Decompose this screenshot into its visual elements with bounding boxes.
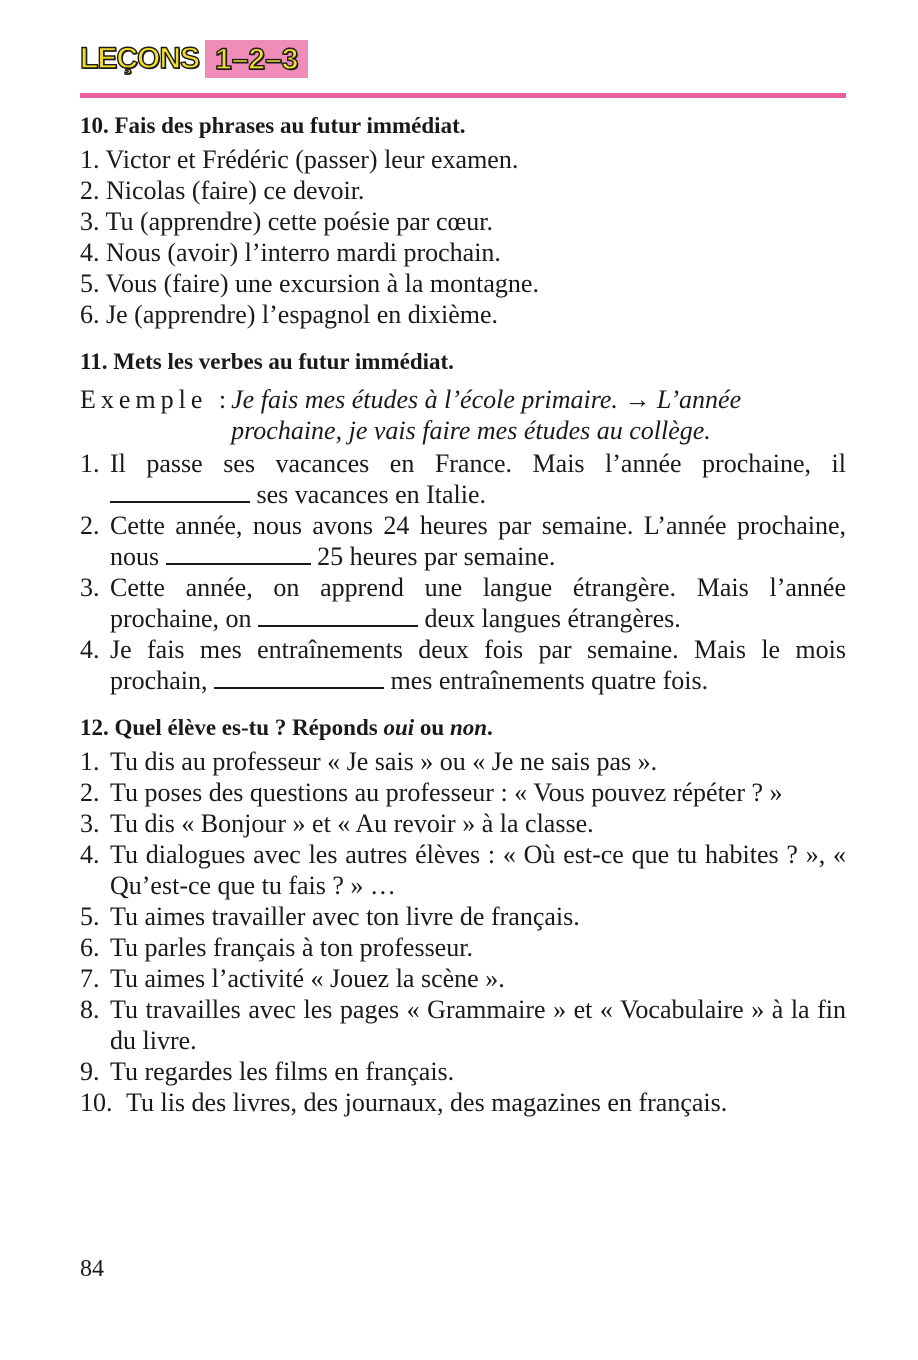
item-text-before: Il passe ses vacances en France. Mais l’année prochaine, il: [110, 449, 846, 478]
lesson-numbers: 1–2–3: [215, 43, 299, 76]
page-content: [80, 110, 846, 1118]
lesson-word: LEÇONS: [80, 42, 200, 75]
title-text: .: [487, 715, 493, 740]
lesson-header: [80, 40, 308, 78]
item-number: 1.: [80, 747, 100, 776]
example-line-2: prochaine, je vais faire mes études au collège.: [231, 416, 711, 445]
item-text-before: Je fais mes entraînements deux fois par semaine. Mais le mois prochain,: [110, 635, 846, 695]
list-item: [80, 963, 846, 994]
item-text: Tu poses des questions au professeur : « Vous pouvez répéter ? »: [110, 778, 783, 807]
item-text-after: ses vacances en Italie.: [256, 480, 487, 509]
exercise-12-title: [80, 712, 846, 744]
item-number: 6.: [80, 933, 100, 962]
exercise-10-title: 10. Fais des phrases au futur immédiat.: [80, 113, 466, 138]
lesson-number-badge: [205, 40, 308, 78]
item-text: Tu regardes les films en français.: [110, 1057, 455, 1086]
item-number: 8.: [80, 995, 100, 1024]
item-number: 3.: [80, 573, 100, 602]
item-number: 2.: [80, 778, 100, 807]
list-item: [80, 777, 846, 808]
list-item: [80, 1087, 846, 1118]
exercise-11: [80, 346, 846, 696]
header-divider: [80, 93, 846, 98]
list-item: 6. Je (apprendre) l’espagnol en dixième.: [80, 300, 499, 329]
item-number: 5.: [80, 902, 100, 931]
list-item: [80, 839, 846, 901]
answer-blank[interactable]: [258, 603, 418, 627]
list-item: 1. Victor et Frédéric (passer) leur examen.: [80, 145, 519, 174]
example-line-1: Je fais mes études à l’école primaire. → L’année: [231, 385, 742, 414]
exercise-12-list: [80, 746, 846, 1118]
list-item: [80, 932, 846, 963]
page-number: 84: [80, 1256, 104, 1282]
answer-blank[interactable]: [166, 541, 311, 565]
title-text: 12. Quel élève es-tu ? Réponds: [80, 715, 384, 740]
list-item: [80, 901, 846, 932]
answer-blank[interactable]: [110, 479, 250, 503]
item-number: 4.: [80, 840, 100, 869]
item-text-before: Cette année, nous avons 24 heures par semaine. L’année prochaine, nous: [110, 511, 846, 571]
item-number: 2.: [80, 511, 100, 540]
item-number: 3.: [80, 809, 100, 838]
item-text: Tu dis au professeur « Je sais » ou « Je ne sais pas ».: [110, 747, 658, 776]
list-item: [80, 572, 846, 634]
example-block: [80, 384, 846, 446]
item-text: Tu travailles avec les pages « Grammaire » et « Vocabulaire » à la fin du livre.: [110, 995, 846, 1055]
item-number: 10.: [80, 1088, 113, 1117]
item-text: Tu aimes l’activité « Jouez la scène ».: [110, 964, 505, 993]
list-item: 5. Vous (faire) une excursion à la montagne.: [80, 269, 539, 298]
list-item: [80, 746, 846, 777]
item-text-before: Cette année, on apprend une langue étrangère. Mais l’année prochaine, on: [110, 573, 846, 633]
item-number: 1.: [80, 449, 100, 478]
list-item: [80, 634, 846, 696]
title-non: non: [449, 715, 488, 740]
item-text: Tu parles français à ton professeur.: [110, 933, 473, 962]
item-number: 9.: [80, 1057, 100, 1086]
exercise-11-title: 11. Mets les verbes au futur immédiat.: [80, 349, 454, 374]
list-item: 2. Nicolas (faire) ce devoir.: [80, 176, 365, 205]
list-item: [80, 448, 846, 510]
list-item: [80, 808, 846, 839]
example-text: [231, 384, 846, 446]
example-label: Exemple :: [80, 385, 232, 414]
item-text: Tu dis « Bonjour » et « Au revoir » à la classe.: [110, 809, 594, 838]
exercise-10-list: [80, 144, 846, 330]
exercise-12: [80, 712, 846, 1118]
title-oui: oui: [383, 715, 415, 740]
answer-blank[interactable]: [214, 665, 384, 689]
item-text: Tu dialogues avec les autres élèves : « Où est-ce que tu habites ? », « Qu’est-ce que tu fais ? » …: [110, 840, 846, 900]
exercise-10: [80, 110, 846, 330]
list-item: 3. Tu (apprendre) cette poésie par cœur.: [80, 207, 493, 236]
list-item: [80, 510, 846, 572]
item-text-after: deux langues étrangères.: [424, 604, 681, 633]
exercise-11-list: [80, 448, 846, 696]
title-text: ou: [414, 715, 450, 740]
item-text: Tu aimes travailler avec ton livre de français.: [110, 902, 580, 931]
item-text-after: 25 heures par semaine.: [317, 542, 556, 571]
list-item: [80, 994, 846, 1056]
item-number: 7.: [80, 964, 100, 993]
item-text: Tu lis des livres, des journaux, des magazines en français.: [126, 1088, 728, 1117]
item-number: 4.: [80, 635, 100, 664]
list-item: [80, 1056, 846, 1087]
item-text-after: mes entraînements quatre fois.: [390, 666, 709, 695]
list-item: 4. Nous (avoir) l’interro mardi prochain.: [80, 238, 501, 267]
